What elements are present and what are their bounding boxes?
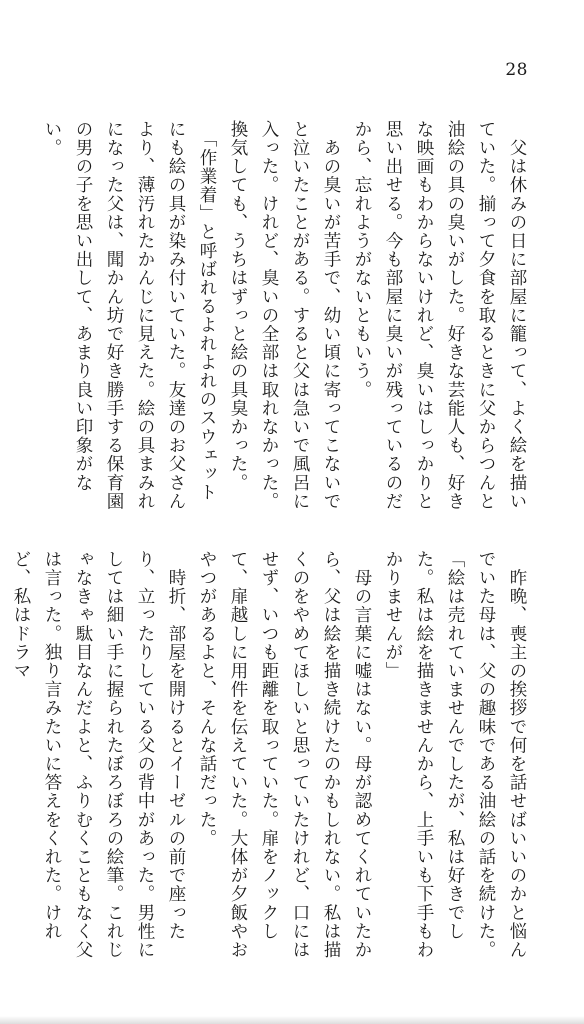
page-bottom-edge [0,1016,584,1024]
lower-text-block: 昨晩、喪主の挨拶で何を話せばいいのかと悩んでいた母は、父の趣味である油絵の話を続けた。 「絵は売れていませんでしたが、私は好きでした。私は絵を描きませんから、上手いも下手もわかりませんが」 母の言葉に嘘はない。母が認めてくれていたから、父は絵を描き続けたのかもしれない。私は描くのをやめてほしいと思っていたけれど、口にはせず、いつも距離を取っていた。扉をノックして、扉越しに用件を伝えていた。大体が夕飯やおやつがあるよと、そんな話だった。 時折、部屋を開けるとイーゼルの前で座ったり、立ったりしている父の背中があった。男性にしては細い手に握られたぼろぼろの絵筆。これじゃなきゃ駄目なんだよと、ふりむくこともなく父は言った。独り言みたいに答えをくれた。けれど、私はドラマ [11,550,527,960]
page-number: 28 [505,60,528,80]
upper-text-block: 父は休みの日に部屋に籠って、よく絵を描いていた。揃って夕食を取るときに父からつんと油絵の具の臭いがした。好きな芸能人も、好きな映画もわからないけれど、臭いはしっかりと思い出せる。今も部屋に臭いが残っているのだから、忘れようがないともいう。 あの臭いが苦手で、幼い頃に寄ってこないでと泣いたことがある。すると父は急いで風呂に入った。けれど、臭いの全部は取れなかった。換気しても、うちはずっと絵の具臭かった。 「作業着」と呼ばれるよれよれのスウェットにも絵の具が染み付いていた。友達のお父さんより、薄汚れたかんじに見えた。絵の具まみれになった父は、聞かん坊で好き勝手する保育園の男の子を思い出して、あまり良い印象がない。 [42,120,527,511]
